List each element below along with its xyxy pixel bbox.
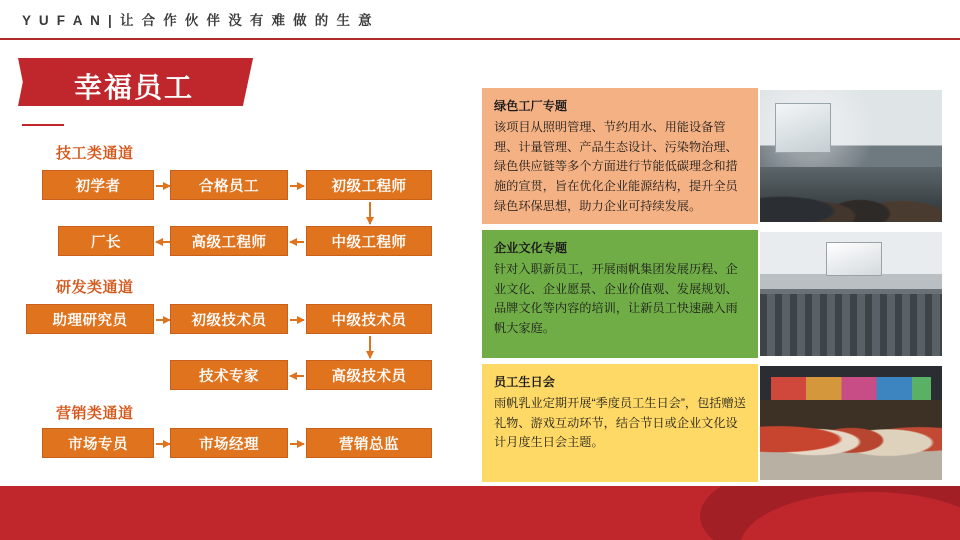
arrow-left-icon [290, 241, 304, 243]
arrow-right-icon [156, 319, 170, 321]
career-node: 初级工程师 [306, 170, 432, 200]
card-description: 雨帆乳业定期开展“季度员工生日会”，包括赠送礼物、游戏互动环节，结合节日或企业文化设计月度生日会主题。 [494, 395, 746, 450]
list-item [482, 364, 944, 482]
card-body-birthday [482, 364, 758, 482]
career-node: 市场专员 [42, 428, 154, 458]
arrow-down-icon [369, 336, 371, 358]
birthday-party-photo [758, 364, 944, 482]
arrow-down-icon [369, 202, 371, 224]
page-header [0, 0, 960, 40]
career-node: 高级技术员 [306, 360, 432, 390]
arrow-left-icon [290, 375, 304, 377]
career-group-label-rd: 研发类通道 [56, 279, 134, 296]
footer-swoosh-decoration [660, 486, 960, 540]
arrow-right-icon [156, 185, 170, 187]
arrow-left-icon [156, 241, 170, 243]
brand-name: Y U F A N [22, 13, 103, 28]
header-divider: | [108, 13, 114, 28]
career-node: 初级技术员 [170, 304, 288, 334]
card-title: 企业文化专题 [494, 241, 568, 255]
brand-slogan: 让 合 作 伙 伴 没 有 难 做 的 生 意 [119, 13, 374, 28]
arrow-right-icon [156, 443, 170, 445]
arrow-right-icon [290, 185, 304, 187]
card-body-culture [482, 230, 758, 358]
arrow-right-icon [290, 319, 304, 321]
header-brand-slogan [22, 9, 374, 29]
program-cards-list [482, 88, 944, 488]
career-node: 初学者 [42, 170, 154, 200]
header-divider-rule [0, 38, 960, 40]
meeting-room-photo [758, 88, 944, 224]
page-footer [0, 486, 960, 540]
career-node: 市场经理 [170, 428, 288, 458]
page-title: 幸福员工 [74, 72, 195, 103]
career-node: 营销总监 [306, 428, 432, 458]
career-node: 高级工程师 [170, 226, 288, 256]
card-title: 绿色工厂专题 [494, 99, 568, 113]
career-group-label-marketing: 营销类通道 [56, 405, 134, 422]
career-node: 中级技术员 [306, 304, 432, 334]
career-node: 中级工程师 [306, 226, 432, 256]
career-node: 技术专家 [170, 360, 288, 390]
card-description: 该项目从照明管理、节约用水、用能设备管理、计量管理、产品生态设计、污染物治理、绿色供应链等多个方面进行节能低碳理念和措施的宣贯，旨在优化企业能源结构，提升全员绿色环保思想，助力企业可持续发展。 [494, 119, 738, 213]
career-node: 合格员工 [170, 170, 288, 200]
career-node: 厂长 [58, 226, 154, 256]
list-item [482, 88, 944, 224]
card-title: 员工生日会 [494, 375, 555, 389]
career-path-diagram [0, 130, 470, 480]
career-group-label-technical: 技工类通道 [56, 145, 134, 162]
career-node: 助理研究员 [26, 304, 154, 334]
section-title-banner [18, 58, 258, 106]
card-description: 针对入职新员工，开展雨帆集团发展历程、企业文化、企业愿景、企业价值观、发展规划、品牌文化等内容的培训，让新员工快速融入雨帆大家庭。 [494, 261, 738, 336]
auditorium-training-photo [758, 230, 944, 358]
arrow-right-icon [290, 443, 304, 445]
title-underline [22, 124, 64, 126]
card-body-green-factory [482, 88, 758, 224]
list-item [482, 230, 944, 358]
